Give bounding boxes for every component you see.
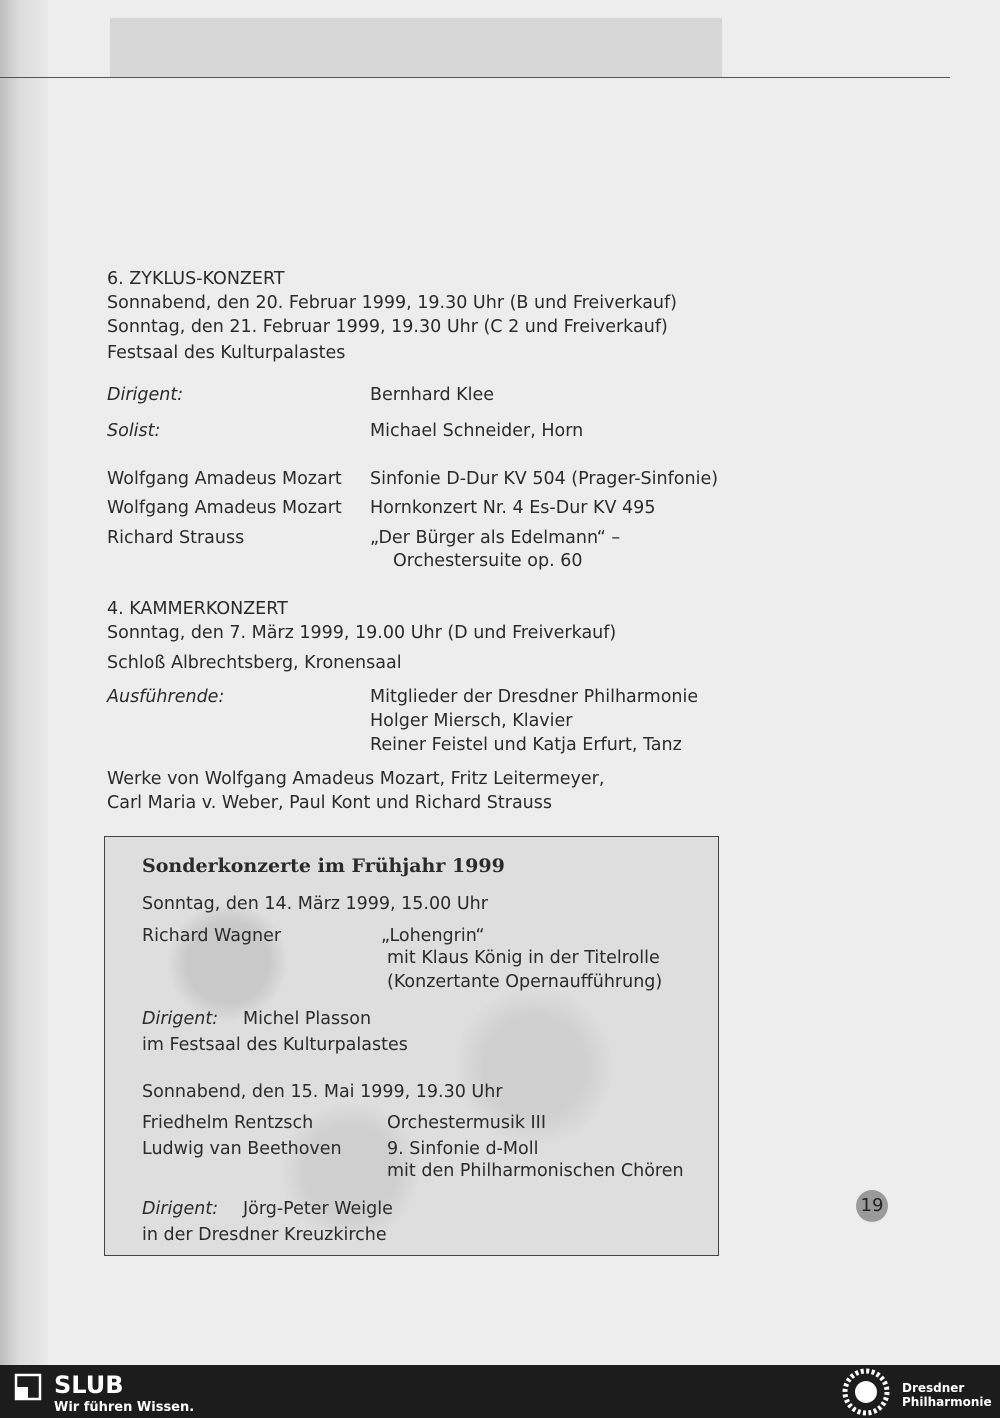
concert1-date: Sonntag, den 14. März 1999, 15.00 Uhr bbox=[142, 894, 488, 914]
concert1-venue: im Festsaal des Kulturpalastes bbox=[142, 1035, 408, 1055]
kammer-works-line-1: Werke von Wolfgang Amadeus Mozart, Fritz Leitermeyer, bbox=[107, 769, 605, 789]
library-slogan: Wir führen Wissen. bbox=[54, 1400, 195, 1415]
concert1-conductor: Michel Plasson bbox=[243, 1009, 372, 1029]
program-work: „Der Bürger als Edelmann“ – bbox=[370, 528, 621, 548]
concert2-date: Sonnabend, den 15. Mai 1999, 19.30 Uhr bbox=[142, 1082, 503, 1102]
program-composer: Richard Strauss bbox=[107, 528, 245, 548]
program-work: Hornkonzert Nr. 4 Es-Dur KV 495 bbox=[370, 498, 656, 518]
orchestra-name-line-2: Philharmonie bbox=[902, 1395, 992, 1409]
program-composer: Wolfgang Amadeus Mozart bbox=[107, 498, 342, 518]
kammer-venue: Schloß Albrechtsberg, Kronensaal bbox=[107, 653, 402, 673]
kammer-performer: Mitglieder der Dresdner Philharmonie bbox=[370, 687, 699, 707]
zyklus-soloist-label: Solist: bbox=[107, 421, 161, 441]
orchestra-name-line-1: Dresdner bbox=[902, 1381, 965, 1395]
zyklus-conductor: Bernhard Klee bbox=[370, 385, 494, 405]
orchestra-name bbox=[902, 1381, 992, 1409]
philharmonie-logo-icon bbox=[842, 1368, 890, 1416]
concert2-work: 9. Sinfonie d-Moll bbox=[387, 1139, 539, 1159]
zyklus-conductor-label: Dirigent: bbox=[107, 385, 184, 405]
kammer-works-line-2: Carl Maria v. Weber, Paul Kont und Richard Strauss bbox=[107, 793, 553, 813]
program-composer: Wolfgang Amadeus Mozart bbox=[107, 469, 342, 489]
zyklus-venue: Festsaal des Kulturpalastes bbox=[107, 343, 346, 363]
page-number: 19 bbox=[856, 1190, 888, 1222]
kammer-performers-label: Ausführende: bbox=[107, 687, 225, 707]
concert2-composer: Friedhelm Rentzsch bbox=[142, 1113, 314, 1133]
kammer-performer: Reiner Feistel und Katja Erfurt, Tanz bbox=[370, 735, 682, 755]
bleed-through-band bbox=[110, 18, 722, 78]
header-rule bbox=[0, 77, 950, 78]
page-fold-shadow bbox=[0, 0, 48, 1365]
special-concerts-title: Sonderkonzerte im Frühjahr 1999 bbox=[142, 855, 505, 877]
special-concerts-box bbox=[104, 836, 719, 1256]
kammer-date: Sonntag, den 7. März 1999, 19.00 Uhr (D und Freiverkauf) bbox=[107, 623, 617, 643]
kammer-performer: Holger Miersch, Klavier bbox=[370, 711, 573, 731]
concert1-conductor-label: Dirigent: bbox=[142, 1009, 219, 1029]
concert1-work-note: mit Klaus König in der Titelrolle bbox=[387, 948, 660, 968]
program-work: Sinfonie D-Dur KV 504 (Prager-Sinfonie) bbox=[370, 469, 719, 489]
concert1-composer: Richard Wagner bbox=[142, 926, 282, 946]
library-name: SLUB bbox=[54, 1371, 124, 1399]
concert1-work-note: (Konzertante Opernaufführung) bbox=[387, 972, 663, 992]
slub-logo-icon bbox=[14, 1373, 42, 1401]
concert2-conductor: Jörg-Peter Weigle bbox=[243, 1199, 393, 1219]
concert2-conductor-label: Dirigent: bbox=[142, 1199, 219, 1219]
concert2-work: Orchestermusik III bbox=[387, 1113, 546, 1133]
concert1-work: „Lohengrin“ bbox=[381, 926, 485, 946]
zyklus-soloist: Michael Schneider, Horn bbox=[370, 421, 584, 441]
program-work-continued: Orchestersuite op. 60 bbox=[393, 551, 583, 571]
zyklus-date-1: Sonnabend, den 20. Februar 1999, 19.30 Uhr (B und Freiverkauf) bbox=[107, 293, 678, 313]
concert2-work-note: mit den Philharmonischen Chören bbox=[387, 1161, 684, 1181]
kammer-heading: 4. KAMMERKONZERT bbox=[107, 599, 288, 619]
zyklus-date-2: Sonntag, den 21. Februar 1999, 19.30 Uhr (C 2 und Freiverkauf) bbox=[107, 317, 668, 337]
concert2-venue: in der Dresdner Kreuzkirche bbox=[142, 1225, 387, 1245]
concert2-composer: Ludwig van Beethoven bbox=[142, 1139, 342, 1159]
zyklus-heading: 6. ZYKLUS-KONZERT bbox=[107, 269, 285, 289]
